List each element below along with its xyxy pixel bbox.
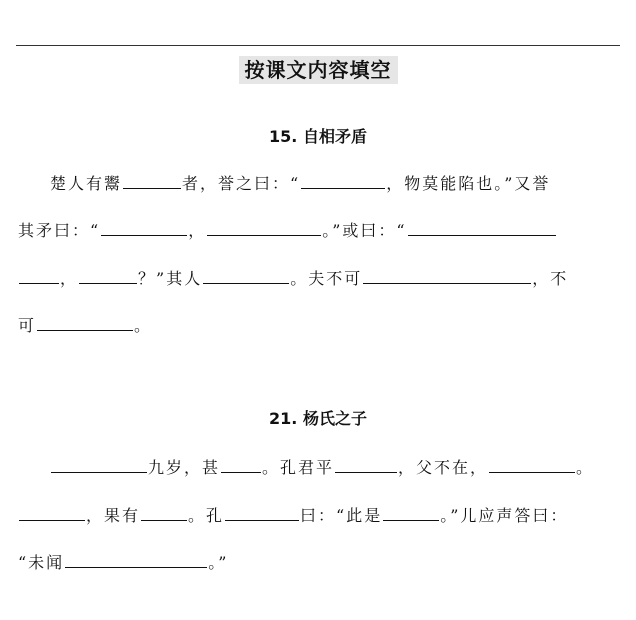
text-segment: ，不 (532, 269, 569, 288)
answer-blank[interactable] (65, 551, 207, 568)
text-segment: 九岁，甚 (148, 458, 221, 477)
page-title: 按课文内容填空 (239, 56, 398, 84)
top-rule (16, 45, 620, 46)
section-heading-21: 21. 杨氏之子 (269, 409, 367, 428)
text-segment: ， (188, 221, 207, 240)
text-segment: 。孔 (188, 506, 225, 525)
text-segment: ？”其人 (138, 269, 203, 288)
answer-blank[interactable] (141, 504, 187, 521)
answer-blank[interactable] (207, 219, 321, 236)
answer-blank[interactable] (19, 504, 85, 521)
text-segment: 。孔君平 (262, 458, 335, 477)
text-segment: 可 (18, 316, 37, 335)
text-segment: 。”或曰：“ (322, 221, 407, 240)
answer-blank[interactable] (203, 267, 289, 284)
answer-blank[interactable] (51, 456, 147, 473)
answer-blank[interactable] (101, 219, 187, 236)
answer-blank[interactable] (221, 456, 261, 473)
answer-blank[interactable] (335, 456, 397, 473)
answer-blank[interactable] (225, 504, 299, 521)
text-segment: ，父不在， (398, 458, 489, 477)
answer-blank[interactable] (301, 172, 385, 189)
text-line (18, 219, 557, 242)
text-segment: 曰：“此是 (300, 506, 383, 525)
answer-blank[interactable] (408, 219, 556, 236)
text-segment: 。 (134, 316, 153, 335)
answer-blank[interactable] (79, 267, 137, 284)
section-heading-15: 15. 自相矛盾 (269, 127, 367, 146)
text-line (18, 314, 152, 337)
text-line (18, 551, 228, 574)
text-segment: 。夫不可 (290, 269, 363, 288)
text-segment: 。” (208, 553, 229, 572)
text-line (18, 504, 568, 527)
answer-blank[interactable] (489, 456, 575, 473)
text-segment: ，物莫能陷也。”又誉 (386, 174, 551, 193)
page-title-wrap (0, 56, 636, 84)
text-segment: 者，誉之曰：“ (182, 174, 301, 193)
text-segment: “未闻 (18, 553, 65, 572)
answer-blank[interactable] (37, 314, 133, 331)
text-segment: 楚人有鬻 (50, 174, 123, 193)
text-segment: ，果有 (86, 506, 141, 525)
answer-blank[interactable] (19, 267, 59, 284)
text-line (18, 456, 594, 479)
answer-blank[interactable] (363, 267, 531, 284)
text-line (18, 172, 550, 195)
text-segment: 其矛曰：“ (18, 221, 101, 240)
text-line (18, 267, 568, 290)
text-segment: ， (60, 269, 79, 288)
text-segment: 。 (576, 458, 595, 477)
answer-blank[interactable] (383, 504, 439, 521)
answer-blank[interactable] (123, 172, 181, 189)
text-segment: 。”儿应声答曰： (440, 506, 569, 525)
